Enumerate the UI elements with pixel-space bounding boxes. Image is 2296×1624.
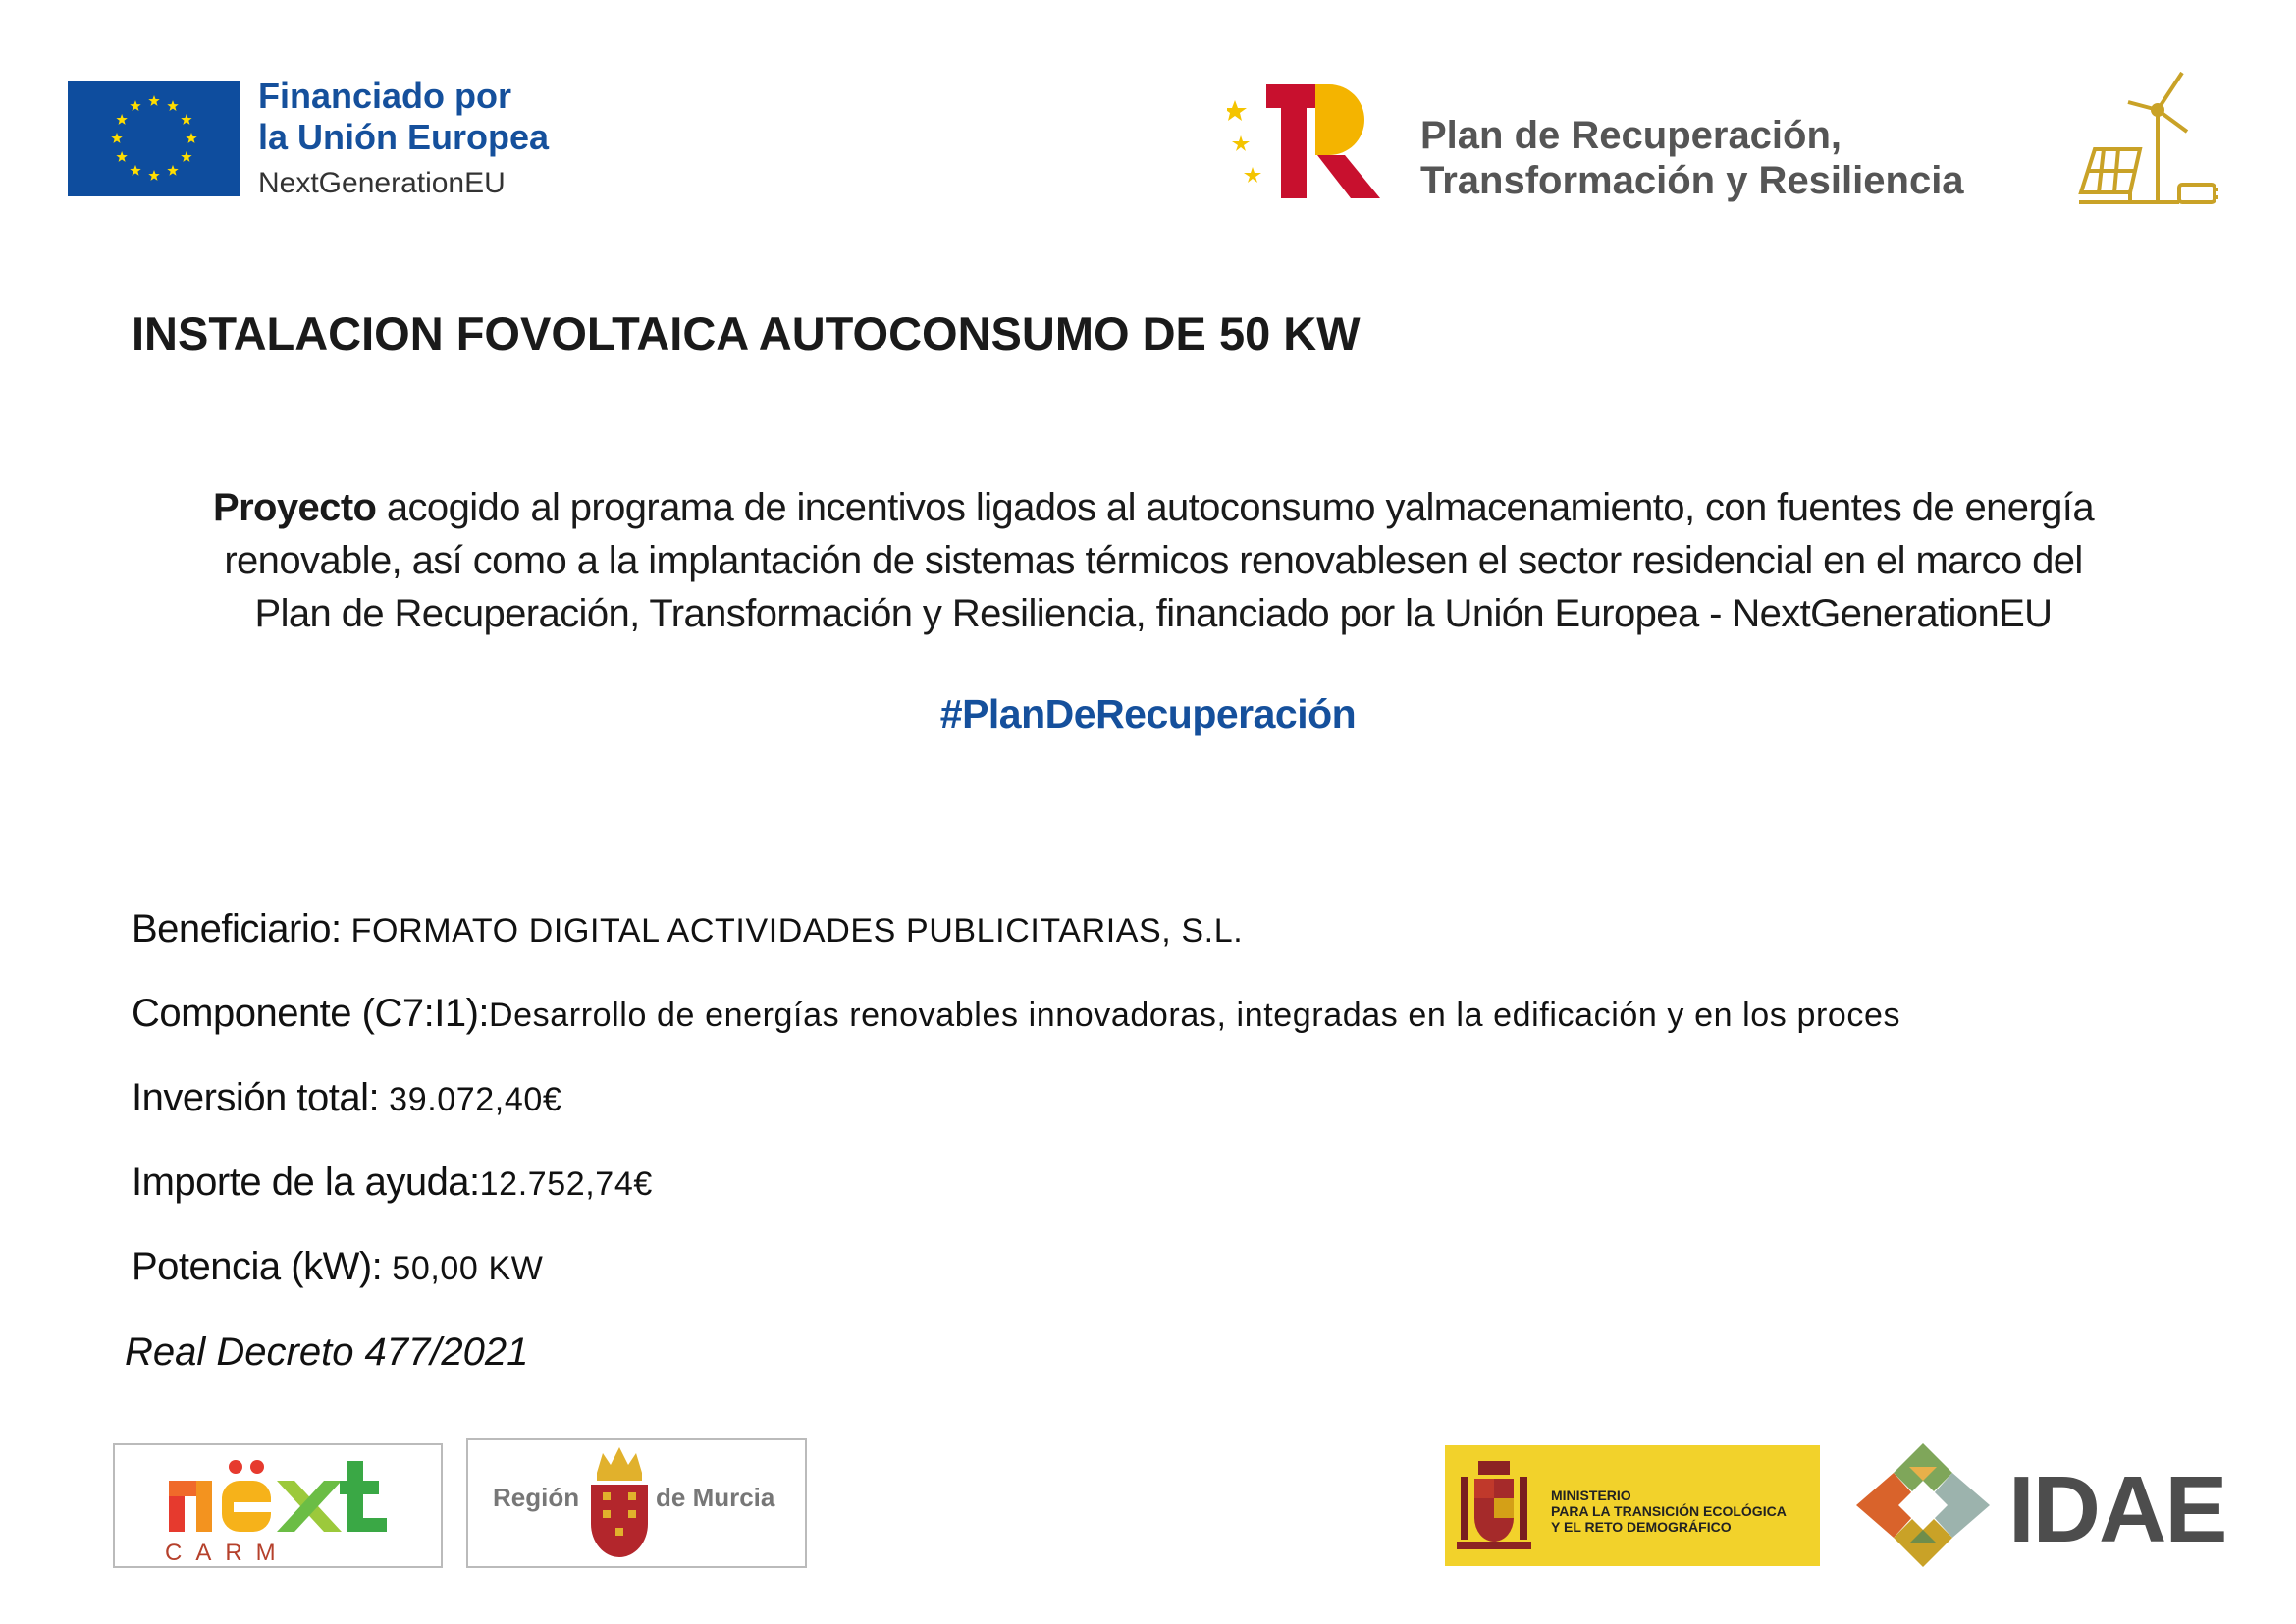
prtr-line1: Plan de Recuperación, <box>1420 114 1842 157</box>
idae-label: IDAE <box>2008 1457 2226 1562</box>
eu-flag-icon <box>68 81 240 196</box>
description-lead: Proyecto <box>213 486 377 529</box>
description-line1-text: acogido al programa de incentivos ligados al autoconsumo yalmacenamiento, con fuentes de energía <box>376 486 2094 529</box>
field-label: Componente (C7:I1): <box>132 992 490 1035</box>
field-value: 39.072,40€ <box>379 1081 562 1118</box>
field-potencia <box>132 1245 543 1289</box>
field-label: Beneficiario: <box>132 907 342 950</box>
ministry-line1: MINISTERIO <box>1551 1488 1631 1503</box>
description-line3: Plan de Recuperación, Transformación y Resiliencia, financiado por la Unión Europea - NextGenerationEU <box>254 592 2053 635</box>
field-value: 12.752,74€ <box>479 1165 653 1203</box>
project-description <box>118 481 2189 640</box>
prtr-line2: Transformación y Resiliencia <box>1420 159 1964 202</box>
field-value: 50,00 KW <box>382 1250 544 1287</box>
spain-crest-icon <box>1457 1455 1531 1558</box>
description-line1 <box>118 481 2189 534</box>
field-label: Inversión total: <box>132 1076 380 1119</box>
field-beneficiario <box>132 907 1243 951</box>
field-value: Desarrollo de energías renovables innovadoras, integradas en la edificación y en los proces <box>489 997 1901 1034</box>
murcia-region-label: Región <box>493 1483 580 1512</box>
field-componente <box>132 992 1900 1036</box>
ministry-name <box>1551 1488 1806 1535</box>
field-label: Importe de la ayuda: <box>132 1161 480 1204</box>
carm-label: CARM <box>165 1540 290 1566</box>
idae-logo-icon <box>1854 1441 1992 1569</box>
prtr-logo-icon <box>1227 77 1384 202</box>
eu-funded-line2: la Unión Europea <box>258 117 550 157</box>
eu-next-generation: NextGenerationEU <box>258 167 506 199</box>
next-word-icon <box>167 1453 402 1542</box>
field-value: FORMATO DIGITAL ACTIVIDADES PUBLICITARIAS, S.L. <box>341 912 1244 949</box>
field-inversion <box>132 1076 561 1120</box>
murcia-de-label: de Murcia <box>656 1483 775 1512</box>
murcia-shield-icon <box>585 1443 654 1561</box>
field-importe <box>132 1161 653 1205</box>
energy-icon <box>2069 63 2226 210</box>
eu-funded-line1: Financiado por <box>258 76 512 116</box>
field-label: Potencia (kW): <box>132 1245 383 1288</box>
page-title: INSTALACION FOVOLTAICA AUTOCONSUMO DE 50 KW <box>132 307 1361 359</box>
ministry-line2: PARA LA TRANSICIÓN ECOLÓGICA <box>1551 1503 1787 1519</box>
hashtag: #PlanDeRecuperación <box>939 691 1357 736</box>
royal-decree: Real Decreto 477/2021 <box>125 1330 529 1374</box>
ministry-line3: Y EL RETO DEMOGRÁFICO <box>1551 1519 1732 1535</box>
description-line2: renovable, así como a la implantación de sistemas térmicos renovablesen el sector residencial en el marco del <box>224 539 2083 582</box>
